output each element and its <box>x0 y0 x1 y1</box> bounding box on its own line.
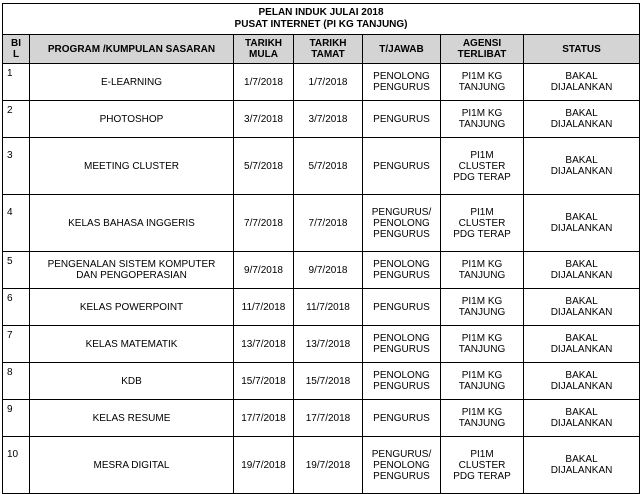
row-status: BAKAL DIJALANKAN <box>524 326 640 363</box>
table-row <box>3 437 640 494</box>
plan-document <box>2 3 639 494</box>
row-agensi: PI1M KG TANJUNG <box>441 400 524 437</box>
row-program: KDB <box>30 363 234 400</box>
row-tjawab: PENGURUS/ PENOLONG PENGURUS <box>363 437 441 494</box>
row-tarikh-mula: 11/7/2018 <box>234 289 294 326</box>
row-agensi: PI1M KG TANJUNG <box>441 64 524 101</box>
document-title: PELAN INDUK JULAI 2018 <box>258 7 384 18</box>
row-tarikh-mula: 7/7/2018 <box>234 195 294 252</box>
row-agensi: PI1M KG TANJUNG <box>441 252 524 289</box>
row-tarikh-mula: 3/7/2018 <box>234 101 294 138</box>
plan-table <box>2 3 640 494</box>
row-program: MEETING CLUSTER <box>30 138 234 195</box>
row-tarikh-mula: 13/7/2018 <box>234 326 294 363</box>
document-subtitle: PUSAT INTERNET (PI KG TANJUNG) <box>234 19 408 30</box>
row-program: KELAS POWERPOINT <box>30 289 234 326</box>
row-tarikh-mula: 1/7/2018 <box>234 64 294 101</box>
row-agensi: PI1M CLUSTER PDG TERAP <box>441 195 524 252</box>
row-tjawab: PENGURUS <box>363 101 441 138</box>
table-row <box>3 64 640 101</box>
table-row <box>3 138 640 195</box>
table-row <box>3 289 640 326</box>
row-status: BAKAL DIJALANKAN <box>524 437 640 494</box>
table-row <box>3 363 640 400</box>
row-agensi: PI1M KG TANJUNG <box>441 363 524 400</box>
row-program: KELAS MATEMATIK <box>30 326 234 363</box>
row-status: BAKAL DIJALANKAN <box>524 138 640 195</box>
row-bil: 4 <box>3 195 30 252</box>
header-program: PROGRAM /KUMPULAN SASARAN <box>30 35 234 64</box>
row-agensi: PI1M KG TANJUNG <box>441 289 524 326</box>
header-status: STATUS <box>524 35 640 64</box>
header-tjawab: T/JAWAB <box>363 35 441 64</box>
row-tarikh-tamat: 19/7/2018 <box>294 437 363 494</box>
row-status: BAKAL DIJALANKAN <box>524 289 640 326</box>
table-title-cell <box>3 4 640 35</box>
row-tarikh-tamat: 17/7/2018 <box>294 400 363 437</box>
row-tarikh-tamat: 15/7/2018 <box>294 363 363 400</box>
row-tjawab: PENGURUS <box>363 400 441 437</box>
row-tarikh-tamat: 9/7/2018 <box>294 252 363 289</box>
row-tarikh-mula: 9/7/2018 <box>234 252 294 289</box>
header-agensi: AGENSI TERLIBAT <box>441 35 524 64</box>
row-tjawab: PENGURUS/ PENOLONG PENGURUS <box>363 195 441 252</box>
row-status: BAKAL DIJALANKAN <box>524 64 640 101</box>
row-program: KELAS BAHASA INGGERIS <box>30 195 234 252</box>
row-status: BAKAL DIJALANKAN <box>524 363 640 400</box>
row-program: PENGENALAN SISTEM KOMPUTER DAN PENGOPERASIAN <box>30 252 234 289</box>
row-tarikh-tamat: 7/7/2018 <box>294 195 363 252</box>
row-status: BAKAL DIJALANKAN <box>524 400 640 437</box>
header-bil: BI L <box>3 35 30 64</box>
row-bil: 3 <box>3 138 30 195</box>
row-tjawab: PENOLONG PENGURUS <box>363 326 441 363</box>
row-tarikh-mula: 17/7/2018 <box>234 400 294 437</box>
row-status: BAKAL DIJALANKAN <box>524 195 640 252</box>
row-bil: 10 <box>3 437 30 494</box>
row-bil: 1 <box>3 64 30 101</box>
row-program: E-LEARNING <box>30 64 234 101</box>
row-bil: 5 <box>3 252 30 289</box>
row-bil: 2 <box>3 101 30 138</box>
row-agensi: PI1M CLUSTER PDG TERAP <box>441 437 524 494</box>
row-bil: 7 <box>3 326 30 363</box>
row-bil: 8 <box>3 363 30 400</box>
row-program: MESRA DIGITAL <box>30 437 234 494</box>
row-bil: 9 <box>3 400 30 437</box>
row-bil: 6 <box>3 289 30 326</box>
table-row <box>3 252 640 289</box>
table-row <box>3 400 640 437</box>
header-tarikh-tamat: TARIKH TAMAT <box>294 35 363 64</box>
row-program: KELAS RESUME <box>30 400 234 437</box>
table-row <box>3 326 640 363</box>
row-agensi: PI1M CLUSTER PDG TERAP <box>441 138 524 195</box>
row-tjawab: PENOLONG PENGURUS <box>363 64 441 101</box>
row-program: PHOTOSHOP <box>30 101 234 138</box>
row-agensi: PI1M KG TANJUNG <box>441 101 524 138</box>
row-tjawab: PENGURUS <box>363 289 441 326</box>
row-tjawab: PENOLONG PENGURUS <box>363 363 441 400</box>
row-status: BAKAL DIJALANKAN <box>524 101 640 138</box>
row-tarikh-mula: 5/7/2018 <box>234 138 294 195</box>
row-tarikh-mula: 15/7/2018 <box>234 363 294 400</box>
row-tarikh-mula: 19/7/2018 <box>234 437 294 494</box>
row-tjawab: PENGURUS <box>363 138 441 195</box>
header-row <box>3 35 640 64</box>
row-tarikh-tamat: 5/7/2018 <box>294 138 363 195</box>
table-row <box>3 195 640 252</box>
row-tarikh-tamat: 3/7/2018 <box>294 101 363 138</box>
row-tjawab: PENOLONG PENGURUS <box>363 252 441 289</box>
row-agensi: PI1M KG TANJUNG <box>441 326 524 363</box>
row-status: BAKAL DIJALANKAN <box>524 252 640 289</box>
header-tarikh-mula: TARIKH MULA <box>234 35 294 64</box>
row-tarikh-tamat: 11/7/2018 <box>294 289 363 326</box>
row-tarikh-tamat: 1/7/2018 <box>294 64 363 101</box>
table-row <box>3 101 640 138</box>
row-tarikh-tamat: 13/7/2018 <box>294 326 363 363</box>
